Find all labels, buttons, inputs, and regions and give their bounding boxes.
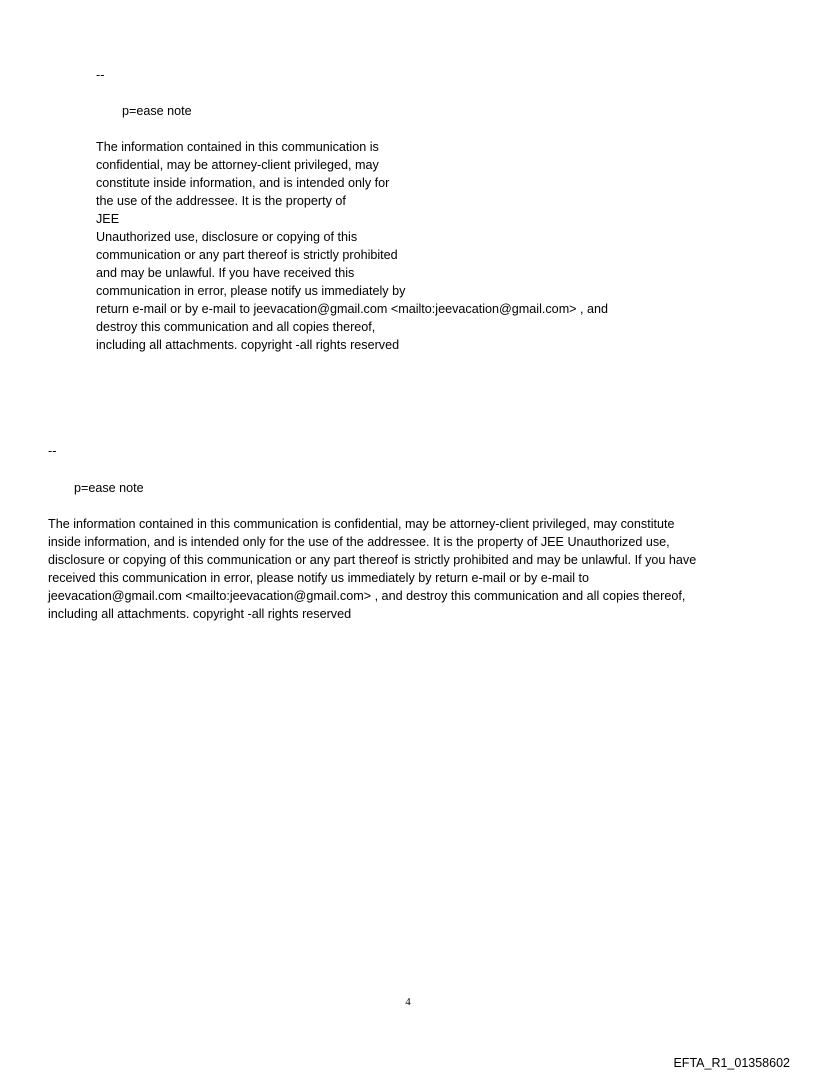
disclaimer-1-line: communication or any part thereof is strictly prohibited (96, 248, 398, 262)
disclaimer-1-line: destroy this communication and all copies thereof, (96, 320, 376, 334)
disclaimer-2-line: The information contained in this communication is confidential, may be attorney-client privileged, may constitute (48, 517, 675, 531)
page-number: 4 (405, 996, 411, 1008)
note-heading-1: p=ease note (122, 104, 192, 118)
separator-2: -- (48, 444, 57, 458)
document-id: EFTA_R1_01358602 (673, 1056, 790, 1070)
disclaimer-2-line: inside information, and is intended only for the use of the addressee. It is the property of JEE Unauthorized use, (48, 535, 670, 549)
disclaimer-1-line: Unauthorized use, disclosure or copying of this (96, 230, 358, 244)
disclaimer-1-line: JEE (96, 212, 120, 226)
disclaimer-2-line: jeevacation@gmail.com <mailto:jeevacation@gmail.com> , and destroy this communication and all copies thereof, (48, 589, 686, 603)
disclaimer-1-line: confidential, may be attorney-client privileged, may (96, 158, 379, 172)
disclaimer-2-line: including all attachments. copyright -all rights reserved (48, 607, 352, 621)
separator-1: -- (96, 68, 105, 82)
disclaimer-1-line: constitute inside information, and is intended only for (96, 176, 390, 190)
disclaimer-1-line: return e-mail or by e-mail to jeevacation@gmail.com <mailto:jeevacation@gmail.com> , and (96, 302, 609, 316)
disclaimer-1-line: including all attachments. copyright -all rights reserved (96, 338, 400, 352)
disclaimer-2-line: disclosure or copying of this communication or any part thereof is strictly prohibited and may be unlawful. If you have (48, 553, 697, 567)
disclaimer-1-line: and may be unlawful. If you have received this (96, 266, 355, 280)
disclaimer-1-line: the use of the addressee. It is the property of (96, 194, 346, 208)
note-heading-2: p=ease note (74, 481, 144, 495)
disclaimer-1-line: communication in error, please notify us immediately by (96, 284, 406, 298)
disclaimer-1-line: The information contained in this communication is (96, 140, 379, 154)
disclaimer-2-line: received this communication in error, please notify us immediately by return e-mail or by e-mail to (48, 571, 590, 585)
